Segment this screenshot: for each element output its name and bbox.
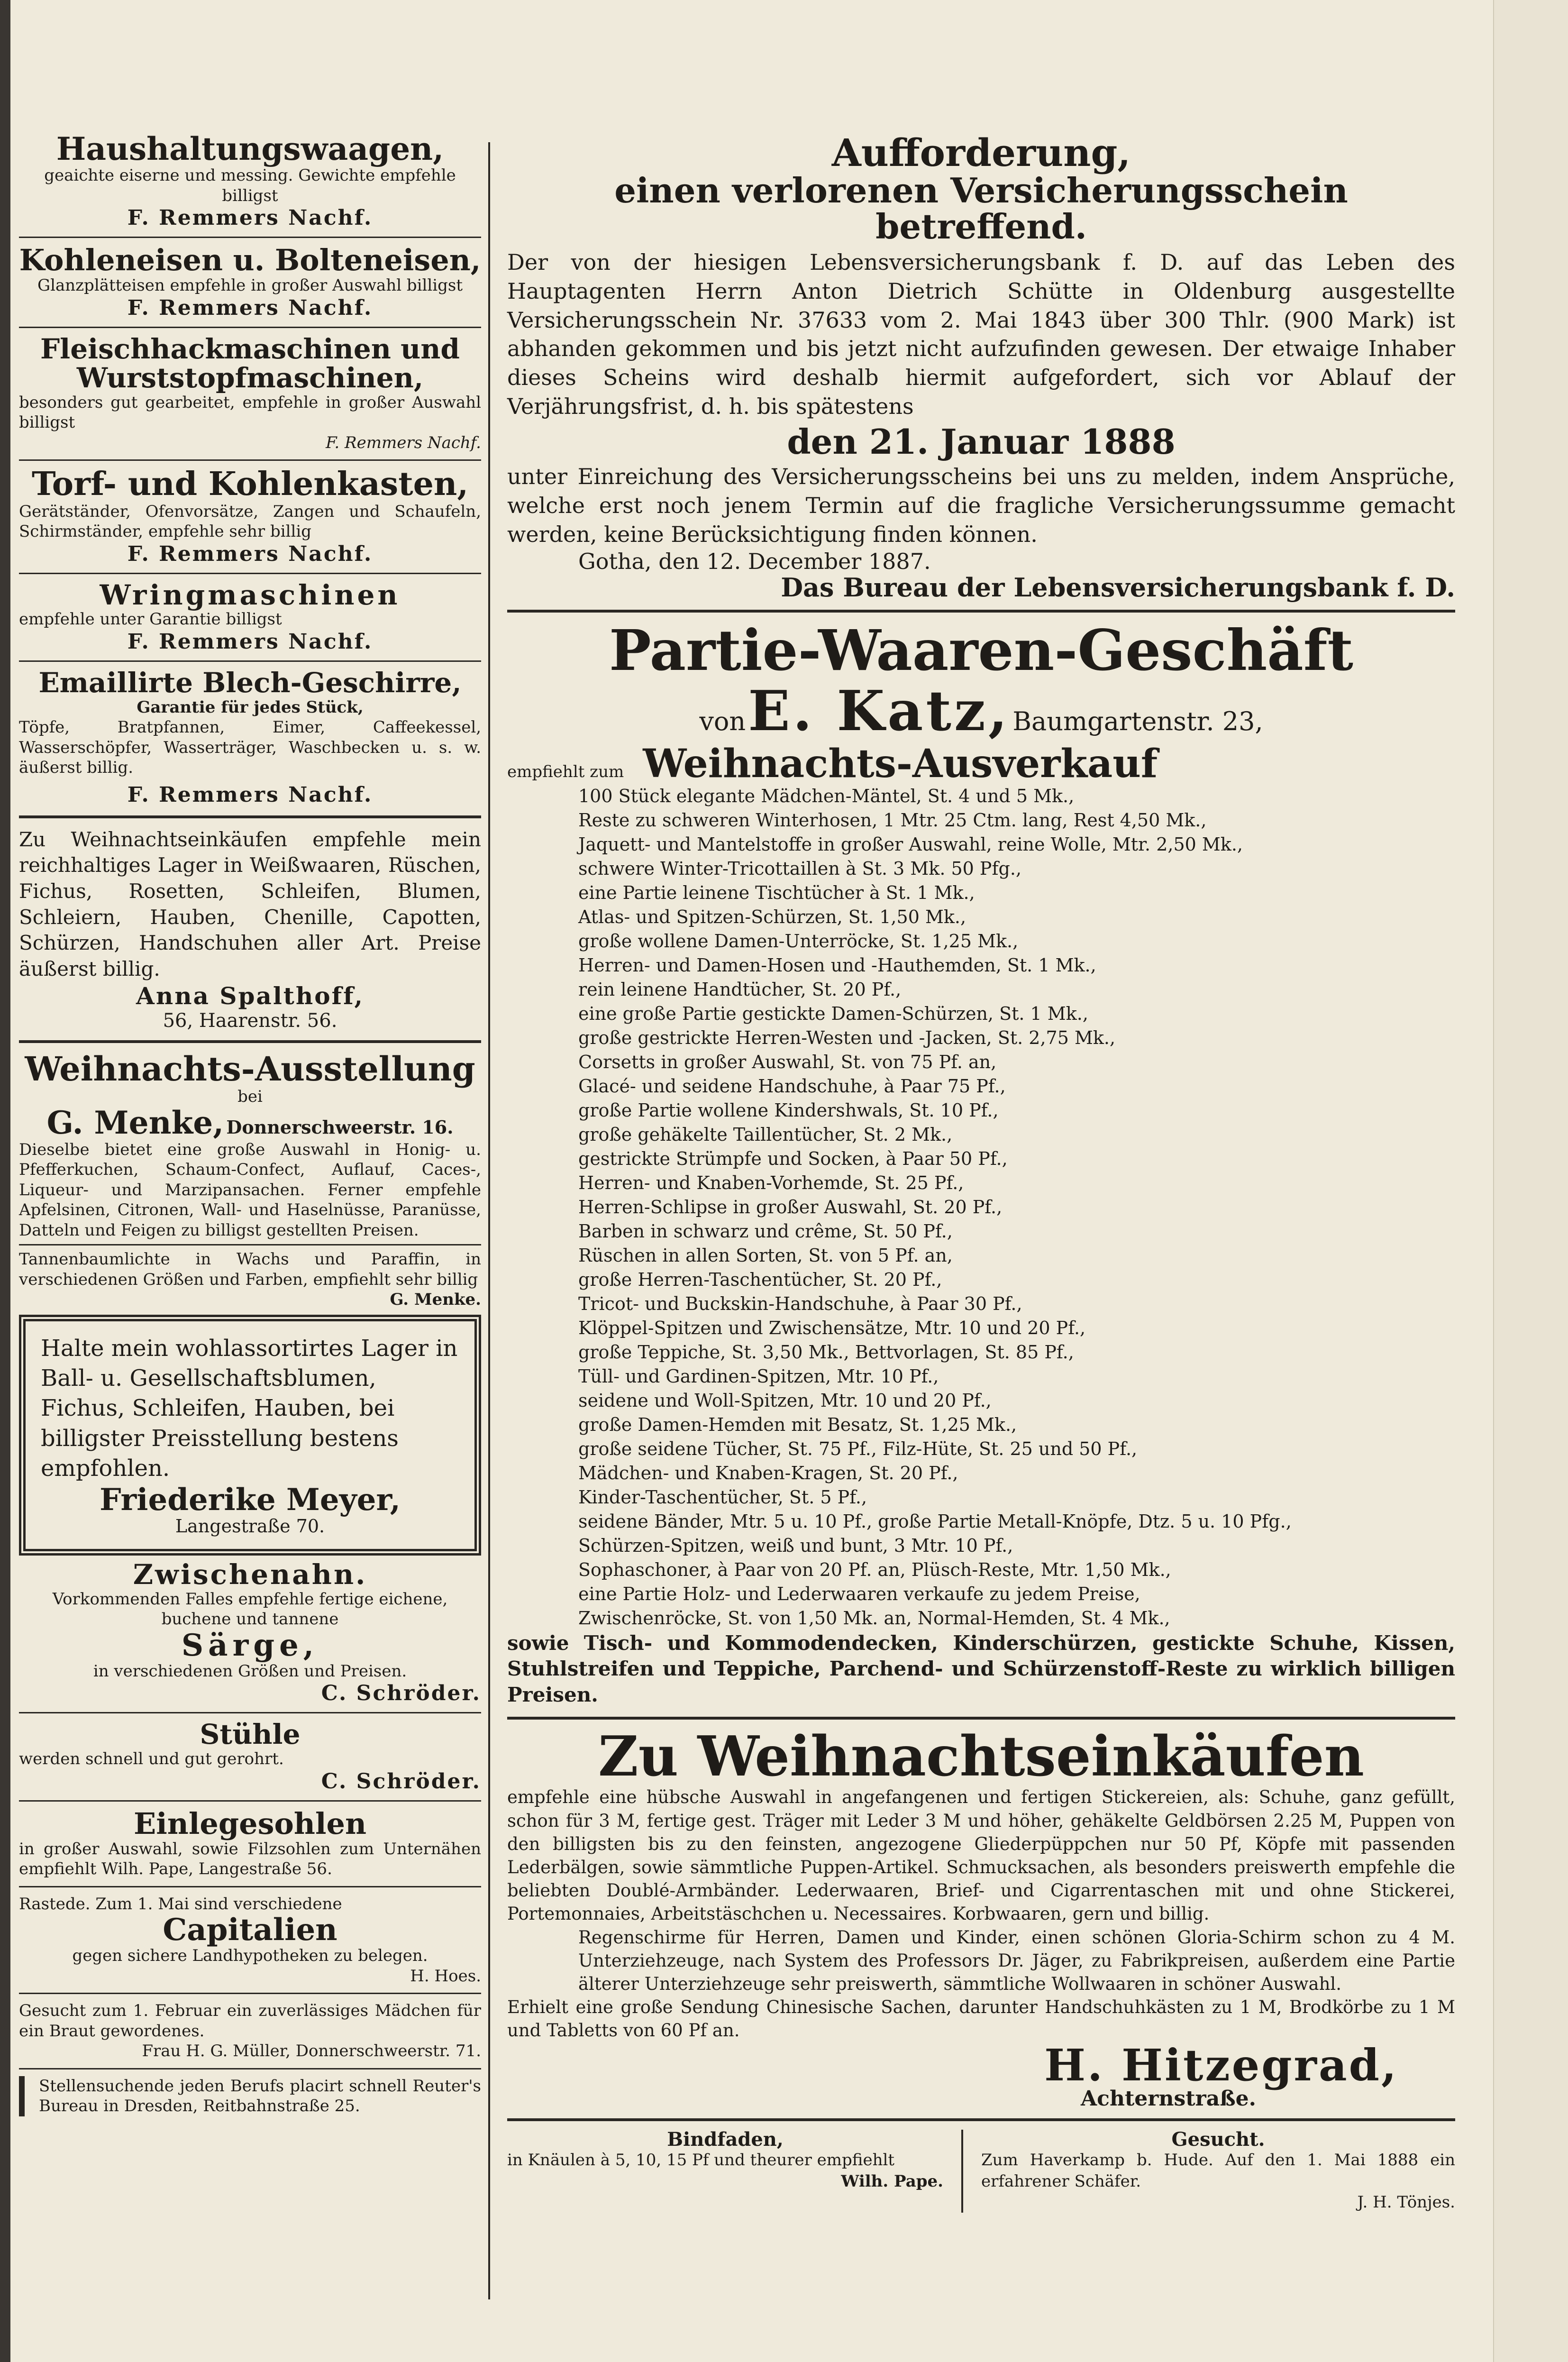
- divider: [19, 459, 481, 461]
- divider: [19, 573, 481, 574]
- ad-title: Emaillirte Blech-Geschirre,: [38, 666, 462, 699]
- katz-item: Klöppel-Spitzen und Zwischensätze, Mtr. 10 und 20 Pf.,: [578, 1317, 1086, 1338]
- ad-subtitle: Garantie für jedes Stück,: [137, 697, 364, 717]
- ad-title: Weihnachts-Ausstellung: [25, 1049, 475, 1089]
- divider: [19, 815, 481, 818]
- ad-fleischhack: [19, 332, 481, 453]
- ad-firm: Anna Spalthoff,: [136, 982, 364, 1010]
- ad-text: Stellensuchende jeden Berufs placirt schnell Reuter's Bureau in Dresden, Reitbahnstraße 25.: [19, 2076, 481, 2116]
- ad-text: geaichte eiserne und messing. Gewichte empfehle billigst: [44, 166, 456, 205]
- right-column: [507, 130, 1455, 2213]
- ad-torfkasten: [19, 467, 481, 566]
- bottom-ads: [507, 2130, 1455, 2213]
- ad-big: Särge,: [181, 1627, 319, 1663]
- ad-schroeder-saerge: [19, 1560, 481, 1706]
- katz-item: Tüll- und Gardinen-Spitzen, Mtr. 10 Pf.,: [578, 1365, 939, 1387]
- divider: [19, 237, 481, 238]
- ad-sign: J. H. Tönjes.: [1357, 2192, 1455, 2212]
- katz-item: Atlas- und Spitzen-Schürzen, St. 1,50 Mk.,: [578, 906, 966, 927]
- notice-text-1: Der von der hiesigen Lebensversicherungsbank f. D. auf das Leben des Hauptagenten Herrn Anton Dietrich Schütte in Oldenburg ausgestellte Versicherungsschein Nr. 37633 vom 2. Mai 1843 über 300 Thlr. (900 Mark) ist abhanden gekommen und bis jetzt nicht aufzufinden gewesen. Der etwaige Inhaber dieses Scheins wird deshalb hiermit aufgefordert, sich vor Ablauf der Verjährungsfrist, d. h. bis spätestens: [507, 249, 1455, 419]
- divider: [19, 1886, 481, 1887]
- binding-gutter: [0, 0, 10, 2362]
- notice-date: den 21. Januar 1888: [787, 421, 1176, 462]
- katz-lead: empfiehlt zum: [507, 762, 624, 781]
- ad-text: empfehle unter Garantie billigst: [19, 610, 282, 629]
- divider: [507, 610, 1455, 613]
- ad-sign: Frau H. G. Müller, Donnerschweerstr. 71.: [142, 2042, 481, 2061]
- divider: [19, 1993, 481, 1994]
- ad-title: Gesucht.: [1171, 2128, 1265, 2151]
- ad-mueller: [19, 2001, 481, 2061]
- ad-address: Donnerschweerstr. 16.: [226, 1117, 454, 1138]
- ad-firm: F. Remmers Nachf.: [127, 782, 373, 807]
- left-column: [19, 130, 481, 2116]
- ad-title: Capitalien: [163, 1912, 337, 1948]
- katz-item: schwere Winter-Tricottaillen à St. 3 Mk. 50 Pfg.,: [578, 858, 1022, 879]
- notice-versicherung: [507, 130, 1455, 603]
- ad-wringmaschinen: [19, 578, 481, 654]
- ad-text: Dieselbe bietet eine große Auswahl in Honig- u. Pfefferkuchen, Schaum-Confect, Auflauf, Caces-, Liqueur- und Marzipansachen. Ferner empfehle Apfelsinen, Citronen, Wall- und Haselnüsse, Paranüsse, Datteln und Feigen zu billigst gestellten Preisen.: [19, 1140, 481, 1240]
- ad-firm: F. Remmers Nachf.: [127, 541, 373, 566]
- katz-item: Sophaschoner, à Paar von 20 Pf. an, Plüsch-Reste, Mtr. 1,50 Mk.,: [578, 1559, 1171, 1580]
- ad-firm: F. Remmers Nachf.: [127, 629, 373, 654]
- ad-sign: H. Hoes.: [410, 1966, 481, 1986]
- ad-text: Töpfe, Bratpfannen, Eimer, Caffeekessel, Wasserschöpfer, Wasserträger, Waschbecken u. s. w. äußerst billig.: [19, 718, 481, 778]
- ad-kohleneisen: [19, 245, 481, 320]
- ad-title: Einlegesohlen: [133, 1806, 367, 1841]
- katz-item: große seidene Tücher, St. 75 Pf., Filz-Hüte, St. 25 und 50 Pf.,: [578, 1438, 1138, 1459]
- ad-text: gegen sichere Landhypotheken zu belegen.: [72, 1946, 428, 1966]
- ad-text: Gerätständer, Ofenvorsätze, Zangen und Schaufeln, Schirmständer, empfehle sehr billig: [19, 502, 481, 541]
- ad-meyer-frame: [19, 1315, 481, 1556]
- ad-firm: Friederike Meyer,: [100, 1482, 401, 1518]
- divider: [19, 1712, 481, 1713]
- ad-sign: Wilh. Pape.: [841, 2171, 943, 2191]
- ad-title-1: Fleischhackmaschinen und: [40, 332, 460, 365]
- divider: [19, 327, 481, 328]
- katz-item: große Teppiche, St. 3,50 Mk., Bettvorlagen, St. 85 Pf.,: [578, 1341, 1074, 1363]
- divider: [19, 1800, 481, 1802]
- katz-item: Rüschen in allen Sorten, St. von 5 Pf. an,: [578, 1245, 953, 1266]
- ad-text: Halte mein wohlassortirtes Lager in Ball- u. Gesellschaftsblumen, Fichus, Schleifen, Hauben, bei billigster Preisstellung bestens empfohlen.: [41, 1335, 458, 1482]
- ad-hitzegrad: [507, 1724, 1455, 2111]
- katz-item: große Damen-Hemden mit Besatz, St. 1,25 Mk.,: [578, 1414, 1017, 1435]
- katz-title: Partie-Waaren-Geschäft: [609, 617, 1353, 683]
- ad-text-2: in verschiedenen Größen und Preisen.: [93, 1661, 407, 1681]
- katz-item: Tricot- und Buckskin-Handschuhe, à Paar 30 Pf.,: [578, 1293, 1022, 1314]
- katz-item: eine Partie Holz- und Lederwaaren verkaufe zu jedem Preise,: [578, 1583, 1140, 1604]
- ad-address: Langestraße 70.: [175, 1515, 325, 1537]
- ad-firm: F. Remmers Nachf.: [127, 206, 373, 230]
- katz-address: Baumgartenstr. 23,: [1012, 706, 1263, 736]
- hitzegrad-text-3: Erhielt eine große Sendung Chinesische Sachen, darunter Handschuhkästen zu 1 M, Brodkörbe zu 1 M und Tabletts von 60 Pf an.: [507, 1997, 1455, 2041]
- katz-items: [507, 784, 1455, 1630]
- katz-item: große gehäkelte Taillentücher, St. 2 Mk.,: [578, 1124, 953, 1145]
- ad-reuter: [19, 2076, 481, 2116]
- katz-item: große gestrickte Herren-Westen und -Jacken, St. 2,75 Mk.,: [578, 1027, 1116, 1048]
- ad-title-2: Wurststopfmaschinen,: [76, 361, 424, 394]
- katz-item: Jaquett- und Mantelstoffe in großer Auswahl, reine Wolle, Mtr. 2,50 Mk.,: [578, 833, 1243, 855]
- ad-text: Zu Weihnachtseinkäufen empfehle mein reichhaltiges Lager in Weißwaaren, Rüschen, Fichus, Rosetten, Schleifen, Blumen, Schleiern, Hauben, Chenille, Capotten, Schürzen, Handschuhen aller Art. Preise äußerst billig.: [19, 827, 481, 980]
- ad-text: Glanzplätteisen empfehle in großer Auswahl billigst: [37, 276, 463, 295]
- ad-text: in Knäulen à 5, 10, 15 Pf und theurer empfiehlt: [507, 2151, 895, 2170]
- katz-item: eine große Partie gestickte Damen-Schürzen, St. 1 Mk.,: [578, 1003, 1088, 1024]
- katz-item: gestrickte Strümpfe und Socken, à Paar 50 Pf.,: [578, 1148, 1008, 1169]
- ad-sign: G. Menke.: [390, 1290, 481, 1309]
- column-divider: [488, 142, 490, 2299]
- ad-title: Haushaltungswaagen,: [56, 130, 444, 167]
- notice-sign: Das Bureau der Lebensversicherungsbank f. D.: [781, 572, 1455, 603]
- divider: [19, 660, 481, 662]
- ad-title: Zwischenahn.: [133, 1558, 367, 1591]
- katz-firm: E. Katz,: [748, 678, 1011, 743]
- notice-title-2: einen verlorenen Versicherungsschein betreffend.: [614, 170, 1348, 247]
- notice-title-1: Aufforderung,: [831, 130, 1131, 175]
- divider: [19, 1040, 481, 1043]
- ad-text: in großer Auswahl, sowie Filzsohlen zum Unternähen empfiehlt Wilh. Pape, Langestraße 56.: [19, 1839, 481, 1879]
- ad-firm: G. Menke,: [46, 1104, 224, 1142]
- katz-item: seidene Bänder, Mtr. 5 u. 10 Pf., große Partie Metall-Knöpfe, Dtz. 5 u. 10 Pfg.,: [578, 1511, 1292, 1532]
- katz-item: Herren-Schlipse in großer Auswahl, St. 20 Pf.,: [578, 1196, 1003, 1218]
- katz-item: große wollene Damen-Unterröcke, St. 1,25 Mk.,: [578, 930, 1019, 952]
- hitzegrad-text: empfehle eine hübsche Auswahl in angefangenen und fertigen Stickereien, als: Schuhe, ganz gefüllt, schon für 3 M, fertige gest. Träger mit Leder 3 M und höher, gehäkelte Geldbörsen 2.25 M, Puppen von den billigsten bis zu den feinsten, angezogene Gliederpüppchen nur 50 Pf, Köpfe mit passenden Lederbälgen, sowie sämmtliche Puppen-Artikel. Schmucksachen, als besonders preiswerth empfehle die beliebten Doublé-Armbänder. Lederwaaren, Brief- und Cigarrentaschen mit und ohne Stickerei, Portemonnaies, Arbeitstäschchen u. Necessaires. Korbwaaren, gern und billig.: [507, 1787, 1455, 1924]
- divider: [961, 2130, 963, 2213]
- ad-title: Stühle: [200, 1718, 301, 1751]
- hitzegrad-title: Zu Weihnachtseinkäufen: [598, 1724, 1364, 1789]
- katz-item: seidene und Woll-Spitzen, Mtr. 10 und 20 Pf.,: [578, 1390, 992, 1411]
- ad-bei: bei: [237, 1087, 263, 1106]
- ad-text: besonders gut gearbeitet, empfehle in großer Auswahl billigst: [19, 393, 481, 432]
- ad-schaefer: [981, 2130, 1455, 2213]
- ad-text: werden schnell und gut gerohrt.: [19, 1749, 284, 1769]
- ad-capitalien: [19, 1894, 481, 1987]
- ad-bindfaden: [507, 2130, 943, 2213]
- katz-item: rein leinene Handtücher, St. 20 Pf.,: [578, 979, 902, 1000]
- ad-title: Kohleneisen u. Bolteneisen,: [19, 243, 481, 278]
- ad-einlegesohlen: [19, 1808, 481, 1879]
- ad-text: Zum Haverkamp b. Hude. Auf den 1. Mai 1888 ein erfahrener Schäfer.: [981, 2151, 1455, 2191]
- ad-title: Wringmaschinen: [100, 578, 401, 611]
- ad-text-2: Tannenbaumlichte in Wachs und Paraffin, in verschiedenen Größen und Farben, empfiehlt sehr billig: [19, 1250, 481, 1289]
- hitzegrad-text-2: Regenschirme für Herren, Damen und Kinder, einen schönen Gloria-Schirm schon zu 4 M. Unterziehzeuge, nach System des Professors Dr. Jäger, zu Fabrikpreisen, außerdem eine Partie älterer Unterziehzeuge sehr preiswerth, sämmtliche Wollwaaren in schöner Auswahl.: [578, 1927, 1455, 1994]
- divider: [19, 2068, 481, 2069]
- katz-item: Glacé- und seidene Handschuhe, à Paar 75 Pf.,: [578, 1075, 1006, 1097]
- ad-firm: C. Schröder.: [321, 1769, 481, 1794]
- katz-item: Barben in schwarz und crême, St. 50 Pf.,: [578, 1220, 953, 1242]
- ad-lead: Rastede. Zum 1. Mai sind verschiedene: [19, 1894, 342, 1913]
- ad-stuehle: [19, 1720, 481, 1793]
- katz-item: Reste zu schweren Winterhosen, 1 Mtr. 25 Ctm. lang, Rest 4,50 Mk.,: [578, 809, 1207, 831]
- katz-item: Corsetts in großer Auswahl, St. von 75 Pf. an,: [578, 1051, 997, 1072]
- katz-von: von: [699, 706, 746, 736]
- ad-firm: C. Schröder.: [321, 1681, 481, 1706]
- ad-title: Bindfaden,: [667, 2128, 784, 2151]
- ad-text: Gesucht zum 1. Februar ein zuverlässiges Mädchen für ein Braut gewordenes.: [19, 2001, 481, 2041]
- ad-firm: F. Remmers Nachf.: [326, 433, 481, 452]
- ad-firm: F. Remmers Nachf.: [127, 295, 373, 320]
- katz-closing: sowie Tisch- und Kommodendecken, Kinderschürzen, gestickte Schuhe, Kissen, Stuhlstreifen und Teppiche, Parchend- und Schürzenstoff-Reste zu wirklich billigen Preisen.: [507, 1631, 1455, 1706]
- notice-text-2: unter Einreichung des Versicherungsscheins bei uns zu melden, indem Ansprüche, welche erst noch jenem Termin auf die fragliche Versicherungssumme gemacht werden, keine Berücksichtigung finden können.: [507, 464, 1455, 547]
- ad-waagen: [19, 130, 481, 230]
- katz-item: Schürzen-Spitzen, weiß und bunt, 3 Mtr. 10 Pf.,: [578, 1535, 1013, 1556]
- katz-item: Kinder-Taschentücher, St. 5 Pf.,: [578, 1486, 867, 1508]
- katz-item: große Herren-Taschentücher, St. 20 Pf.,: [578, 1269, 942, 1290]
- katz-item: 100 Stück elegante Mädchen-Mäntel, St. 4 und 5 Mk.,: [578, 785, 1075, 806]
- hitzegrad-address: Achternstraße.: [1081, 2087, 1256, 2111]
- ad-katz: [507, 617, 1455, 1708]
- katz-sale-title: Weihnachts-Ausverkauf: [643, 741, 1158, 787]
- divider: [19, 1244, 481, 1245]
- ad-emaille: [19, 668, 481, 807]
- hitzegrad-firm: H. Hitzegrad,: [1044, 2039, 1398, 2091]
- divider: [507, 2118, 1455, 2121]
- katz-item: eine Partie leinene Tischtücher à St. 1 Mk.,: [578, 882, 975, 903]
- katz-item: Zwischenröcke, St. von 1,50 Mk. an, Normal-Hemden, St. 4 Mk.,: [578, 1607, 1170, 1629]
- katz-item: Herren- und Knaben-Vorhemde, St. 25 Pf.,: [578, 1172, 964, 1193]
- ad-menke: [19, 1049, 481, 1309]
- ad-spalthoff: [19, 827, 481, 1032]
- katz-item: Herren- und Damen-Hosen und -Hauthemden, St. 1 Mk.,: [578, 954, 1096, 976]
- notice-place-date: Gotha, den 12. December 1887.: [578, 549, 931, 575]
- katz-item: Mädchen- und Knaben-Kragen, St. 20 Pf.,: [578, 1462, 958, 1483]
- ad-title: Torf- und Kohlenkasten,: [32, 465, 468, 504]
- ad-address: 56, Haarenstr. 56.: [163, 1010, 337, 1032]
- katz-item: große Partie wollene Kindershwals, St. 10 Pf.,: [578, 1099, 999, 1121]
- divider: [507, 1717, 1455, 1720]
- ad-text: Vorkommenden Falles empfehle fertige eichene, buchene und tannene: [52, 1589, 448, 1629]
